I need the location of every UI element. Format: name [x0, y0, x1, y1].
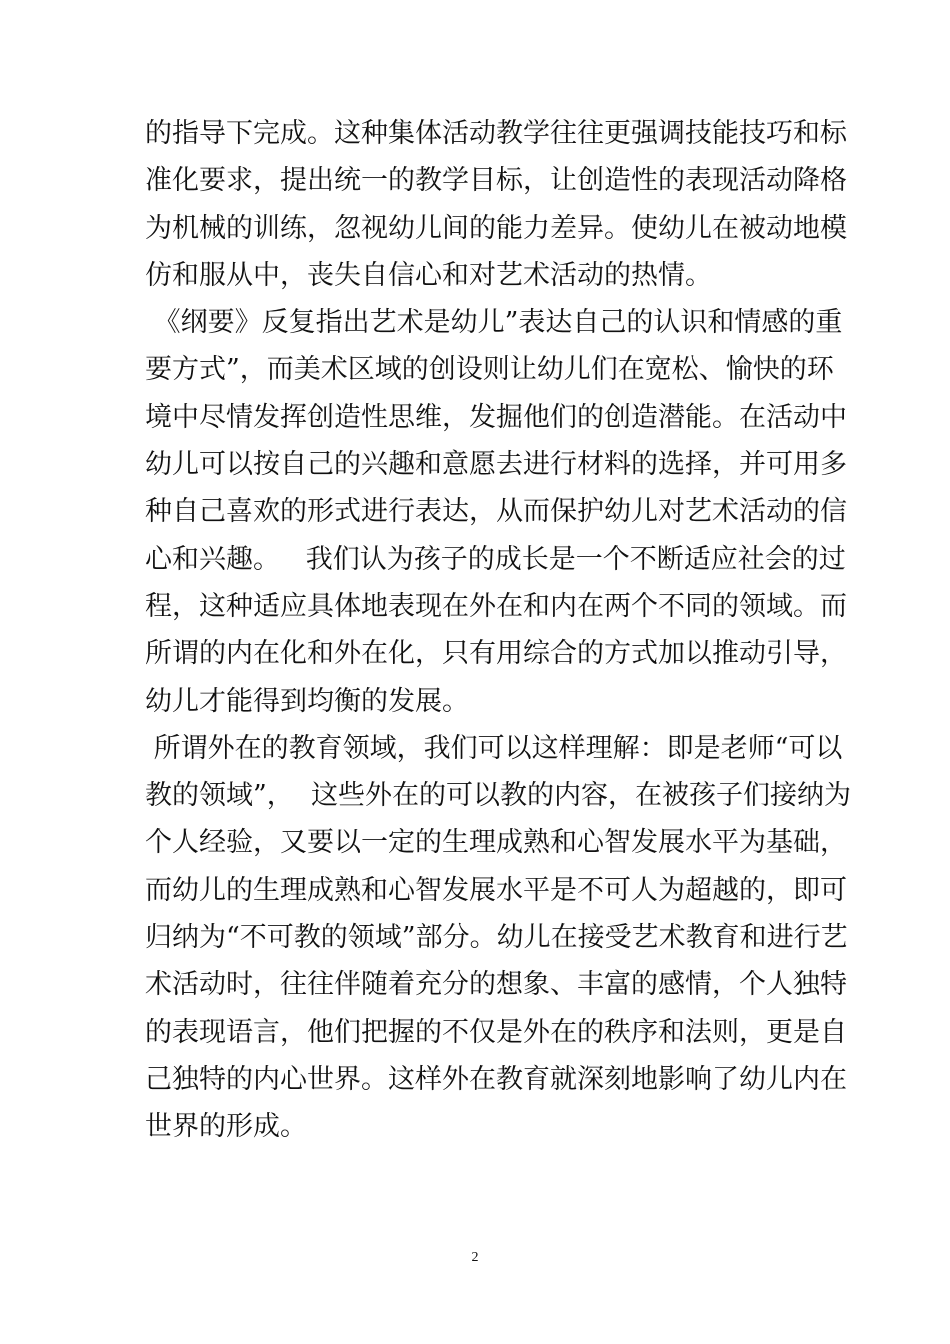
- text-line: 的表现语言，他们把握的不仅是外在的秩序和法则，更是自: [145, 1016, 847, 1048]
- text-line: 术活动时，往往伴随着充分的想象、丰富的感情，个人独特: [145, 969, 847, 1001]
- text-line: 所谓的内在化和外在化，只有用综合的方式加以推动引导，: [145, 638, 847, 670]
- text-line: 幼儿才能得到均衡的发展。: [145, 685, 469, 717]
- text-line: 个人经验，又要以一定的生理成熟和心智发展水平为基础，: [145, 827, 847, 859]
- body-text: [145, 110, 851, 1151]
- text-line: 的指导下完成。这种集体活动教学往往更强调技能技巧和标: [145, 118, 847, 149]
- text-line: 《纲要》反复指出艺术是幼儿”表达自己的认识和情感的重: [145, 307, 843, 339]
- text-line: 种自己喜欢的形式进行表达，从而保护幼儿对艺术活动的信: [145, 496, 847, 528]
- text-line: 心和兴趣。 我们认为孩子的成长是一个不断适应社会的过: [145, 543, 846, 575]
- text-line: 为机械的训练，忽视幼儿间的能力差异。使幼儿在被动地模: [145, 212, 847, 244]
- text-line: 己独特的内心世界。这样外在教育就深刻地影响了幼儿内在: [145, 1063, 847, 1095]
- text-line: 要方式”，而美术区域的创设则让幼儿们在宽松、愉快的环: [145, 354, 834, 386]
- text-line: 世界的形成。: [145, 1111, 307, 1143]
- text-line: 仿和服从中，丧失自信心和对艺术活动的热情。: [145, 259, 712, 291]
- text-line: 教的领域”， 这些外在的可以教的内容，在被孩子们接纳为: [145, 780, 851, 812]
- text-line: 所谓外在的教育领域，我们可以这样理解：即是老师“可以: [145, 732, 843, 764]
- text-line: 程，这种适应具体地表现在外在和内在两个不同的领域。而: [145, 590, 847, 622]
- text-line: 境中尽情发挥创造性思维，发掘他们的创造潜能。在活动中: [145, 401, 847, 433]
- text-line: 准化要求，提出统一的教学目标，让创造性的表现活动降格: [145, 165, 847, 197]
- page-number: 2: [471, 1250, 479, 1265]
- text-line: 幼儿可以按自己的兴趣和意愿去进行材料的选择，并可用多: [145, 449, 847, 481]
- text-line: 而幼儿的生理成熟和心智发展水平是不可人为超越的，即可: [145, 874, 847, 906]
- text-line: 归纳为“不可教的领域”部分。幼儿在接受艺术教育和进行艺: [145, 922, 848, 954]
